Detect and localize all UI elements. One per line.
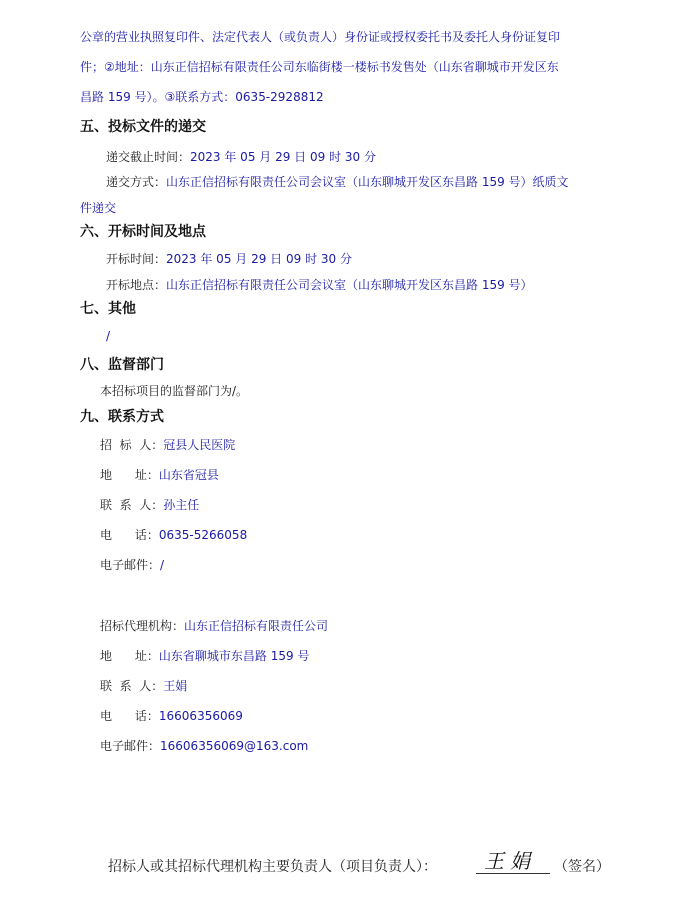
submission-deadline-value: 2023 年 05 月 29 日 09 时 30 分 — [190, 150, 376, 164]
tenderer-phone-label: 电 话： — [100, 528, 159, 542]
agency-phone-row — [100, 708, 243, 724]
tenderer-email-row — [100, 557, 164, 573]
agency-name-value: 山东正信招标有限责任公司 — [184, 619, 329, 633]
submission-deadline-row — [106, 149, 376, 165]
agency-phone-label: 电 话： — [100, 709, 159, 723]
opening-time-row — [106, 251, 352, 267]
opening-time-label: 开标时间： — [106, 252, 167, 266]
submission-deadline-label: 递交截止时间： — [106, 150, 191, 164]
tenderer-address-row — [100, 467, 219, 483]
agency-name-label: 招标代理机构： — [100, 619, 185, 633]
opening-place-label: 开标地点： — [106, 278, 167, 292]
agency-address-value: 山东省聊城市东昌路 159 号 — [158, 649, 310, 663]
section-8-heading: 八、监督部门 — [80, 357, 164, 373]
section-8-content: 本招标项目的监督部门为/。 — [100, 384, 249, 398]
tenderer-name-label: 招 标 人： — [100, 438, 164, 452]
section-6-heading: 六、开标时间及地点 — [80, 224, 206, 240]
intro-line-2: 件；②地址：山东正信招标有限责任公司东临街楼一楼标书发售处（山东省聊城市开发区东 — [80, 60, 559, 74]
tenderer-name-value: 冠县人民医院 — [163, 438, 236, 452]
tenderer-contact-label: 联 系 人： — [100, 498, 164, 512]
tenderer-contact-value: 孙主任 — [163, 498, 200, 512]
submission-method-value: 山东正信招标有限责任公司会议室（山东聊城开发区东昌路 159 号）纸质文 — [166, 175, 569, 189]
agency-contact-row — [100, 678, 187, 694]
signature-suffix: （签名） — [554, 859, 610, 875]
tenderer-address-label: 地 址： — [100, 468, 159, 482]
agency-address-label: 地 址： — [100, 649, 159, 663]
agency-name-row — [100, 618, 328, 634]
opening-time-value: 2023 年 05 月 29 日 09 时 30 分 — [166, 252, 352, 266]
tenderer-address-value: 山东省冠县 — [158, 468, 219, 482]
signature-label: 招标人或其招标代理机构主要负责人（项目负责人）： — [108, 859, 437, 875]
intro-line-1: 公章的营业执照复印件、法定代表人（或负责人）身份证或授权委托书及委托人身份证复印 — [80, 30, 561, 44]
agency-email-label: 电子邮件： — [100, 739, 161, 753]
signature-handwriting: 王娟 — [484, 849, 536, 873]
submission-method-cont: 件递交 — [80, 201, 117, 215]
agency-address-row — [100, 648, 309, 664]
tenderer-contact-row — [100, 497, 199, 513]
opening-place-row — [106, 277, 533, 293]
submission-method-row — [106, 174, 569, 190]
agency-email-row — [100, 738, 308, 754]
tenderer-name-row — [100, 437, 235, 453]
submission-method-label: 递交方式： — [106, 175, 167, 189]
tenderer-email-value: / — [160, 558, 165, 572]
intro-line-3: 昌路 159 号）。③联系方式：0635-2928812 — [80, 90, 324, 104]
agency-contact-label: 联 系 人： — [100, 679, 164, 693]
opening-place-value: 山东正信招标有限责任公司会议室（山东聊城开发区东昌路 159 号） — [166, 278, 533, 292]
tenderer-phone-value: 0635-5266058 — [158, 528, 248, 542]
agency-phone-value: 16606356069 — [158, 709, 243, 723]
section-9-heading: 九、联系方式 — [80, 409, 164, 425]
section-5-heading: 五、投标文件的递交 — [80, 119, 206, 135]
tenderer-phone-row — [100, 527, 247, 543]
tenderer-email-label: 电子邮件： — [100, 558, 161, 572]
section-7-heading: 七、其他 — [80, 301, 136, 317]
section-7-content: / — [106, 329, 111, 343]
agency-email-value: 16606356069@163.com — [160, 739, 309, 753]
agency-contact-value: 王娟 — [163, 679, 188, 693]
